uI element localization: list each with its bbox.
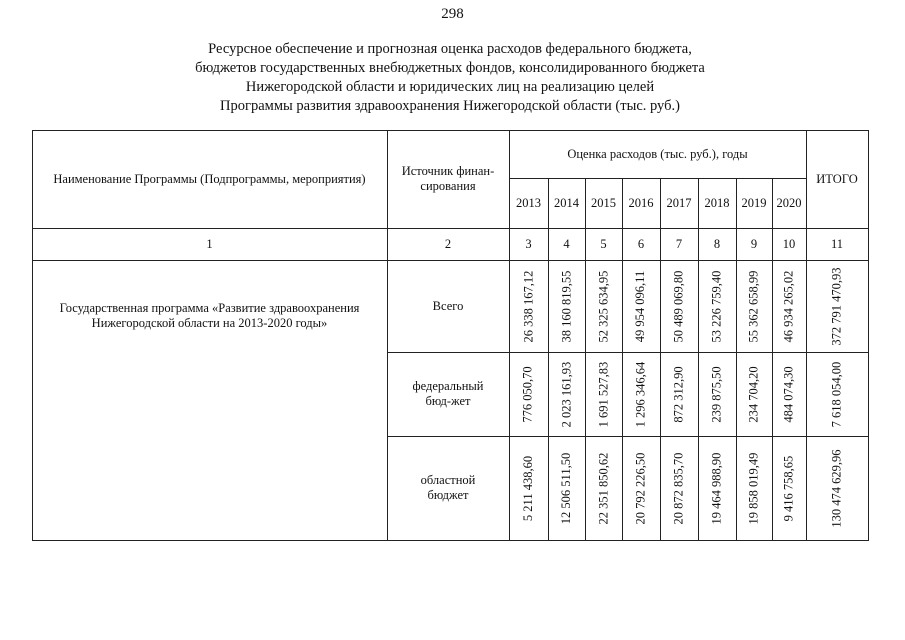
value-text: 9 416 758,65 [781, 455, 796, 521]
value-text: 776 050,70 [521, 365, 535, 423]
value-text: 1 296 346,64 [633, 361, 648, 427]
value-cell [509, 352, 548, 436]
value-text: 7 618 054,00 [829, 361, 844, 427]
value-text: 2 023 161,93 [559, 361, 573, 427]
grid-line [660, 178, 661, 540]
column-number: 10 [782, 236, 796, 251]
value-text: 52 325 634,95 [596, 270, 610, 342]
header-name: Наименование Программы (Подпрограммы, мероприятия) [53, 171, 366, 186]
grid-line [509, 178, 806, 179]
grid-line [32, 540, 869, 541]
value-cell [772, 352, 806, 436]
value-text: 5 211 438,60 [521, 455, 536, 521]
total-cell [806, 260, 868, 352]
grid-line [32, 228, 868, 229]
value-cell [585, 260, 622, 352]
value-text: 26 338 167,12 [521, 270, 535, 342]
value-cell [698, 436, 736, 540]
total-cell [806, 352, 868, 436]
source-cell: федеральный бюд-жет [412, 379, 484, 408]
value-cell [660, 260, 698, 352]
value-text: 49 954 096,11 [633, 270, 648, 342]
grid-line [698, 178, 699, 540]
value-text: 484 074,30 [781, 365, 796, 423]
value-text: 19 464 988,90 [709, 452, 724, 524]
source-cell: областной бюджет [420, 473, 476, 502]
grid-line [387, 130, 388, 540]
grid-line [387, 352, 868, 353]
title-line: Программы развития здравоохранения Нижегородской области (тыс. руб.) [220, 98, 680, 114]
value-cell [622, 352, 660, 436]
column-number: 6 [637, 236, 645, 251]
year-header: 2016 [628, 195, 654, 210]
year-header: 2014 [554, 195, 579, 210]
value-text: 20 872 835,70 [671, 452, 686, 524]
year-header: 2013 [516, 195, 541, 210]
header-source: Источник финан-сирования [401, 164, 495, 193]
program-name: Государственная программа «Развитие здравоохранения Нижегородской области на 2013-2020 годы» [59, 301, 360, 330]
grid-line [32, 130, 868, 131]
year-header: 2019 [741, 195, 767, 210]
column-number: 3 [525, 236, 532, 251]
grid-line [585, 178, 586, 540]
value-text: 38 160 819,55 [559, 270, 573, 342]
value-cell [736, 260, 772, 352]
value-cell [548, 352, 585, 436]
grid-line [387, 436, 868, 437]
column-number: 1 [206, 236, 213, 251]
value-cell [585, 352, 622, 436]
year-header: 2015 [591, 195, 616, 210]
document-title [90, 40, 810, 116]
year-header: 2018 [704, 195, 730, 210]
grid-line [772, 178, 773, 540]
value-cell [698, 352, 736, 436]
value-text: 19 858 019,49 [746, 452, 761, 524]
value-cell [622, 436, 660, 540]
budget-table [32, 130, 868, 540]
value-cell [548, 260, 585, 352]
year-header: 2020 [776, 195, 802, 210]
column-number: 5 [600, 236, 607, 251]
total-cell [806, 436, 868, 540]
grid-line [622, 178, 623, 540]
value-text: 20 792 226,50 [633, 452, 648, 524]
column-number: 8 [713, 236, 721, 251]
column-number: 4 [563, 236, 570, 251]
value-cell [698, 260, 736, 352]
value-text: 872 312,90 [671, 365, 686, 423]
value-text: 12 506 511,50 [559, 452, 574, 524]
value-text: 1 691 527,83 [596, 361, 610, 427]
value-cell [622, 260, 660, 352]
value-cell [772, 436, 806, 540]
title-line: бюджетов государственных внебюджетных фондов, консолидированного бюджета [195, 60, 705, 76]
header-total: ИТОГО [816, 171, 858, 186]
value-text: 46 934 265,02 [781, 270, 796, 342]
value-text: 130 474 629,96 [829, 448, 844, 528]
value-cell [548, 436, 585, 540]
column-number: 11 [830, 236, 844, 251]
grid-line [32, 260, 868, 261]
grid-line [509, 130, 510, 540]
value-text: 234 704,20 [746, 365, 761, 423]
column-number: 2 [444, 236, 452, 251]
value-cell [736, 436, 772, 540]
year-header: 2017 [666, 195, 692, 210]
grid-line [736, 178, 737, 540]
header-estimate: Оценка расходов (тыс. руб.), годы [567, 146, 748, 161]
value-cell [660, 436, 698, 540]
value-text: 55 362 658,99 [746, 270, 761, 342]
grid-line [868, 130, 869, 540]
column-number: 9 [750, 236, 758, 251]
value-text: 50 489 069,80 [671, 270, 686, 342]
value-cell [509, 260, 548, 352]
value-cell [509, 436, 548, 540]
value-text: 372 791 470,93 [829, 266, 844, 346]
value-cell [660, 352, 698, 436]
value-text: 239 875,50 [709, 365, 724, 423]
value-text: 53 226 759,40 [709, 270, 724, 342]
page-number: 298 [441, 6, 464, 22]
grid-line [32, 130, 33, 540]
title-line: Нижегородской области и юридических лиц на реализацию целей [245, 79, 655, 95]
column-number: 7 [675, 236, 683, 251]
grid-line [806, 130, 807, 540]
value-text: 22 351 850,62 [596, 452, 610, 524]
source-cell: Всего [432, 298, 464, 313]
grid-line [548, 178, 549, 540]
value-cell [585, 436, 622, 540]
value-cell [772, 260, 806, 352]
value-cell [736, 352, 772, 436]
title-line: Ресурсное обеспечение и прогнозная оценка расходов федерального бюджета, [208, 41, 692, 57]
